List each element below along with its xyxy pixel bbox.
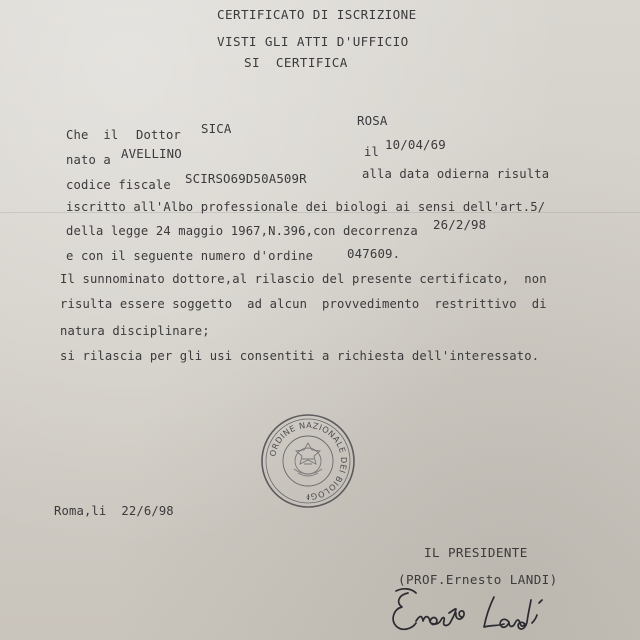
- label-codice-fiscale: codice fiscale: [66, 178, 171, 192]
- label-nato-a: nato a: [66, 153, 111, 167]
- albo-line: iscritto all'Albo professionale dei biologi ai sensi dell'art.5/: [66, 200, 546, 214]
- emblem-icon: [294, 443, 322, 476]
- label-il: il: [364, 145, 379, 159]
- header-line-3: SI CERTIFICA: [244, 55, 348, 70]
- certificate-title: CERTIFICATO DI ISCRIZIONE: [217, 7, 417, 22]
- seal-text: ORDINE NAZIONALE DEI BIOLOGI: [267, 419, 350, 503]
- place-date: Roma,li 22/6/98: [54, 504, 174, 518]
- first-name-field: ROSA: [357, 113, 388, 128]
- president-title: IL PRESIDENTE: [424, 545, 528, 560]
- label-alla-data: alla data odierna risulta: [362, 167, 550, 181]
- label-numero-ordine: e con il seguente numero d'ordine: [66, 249, 314, 263]
- paragraph-line-4: si rilascia per gli usi consentiti a richiesta dell'interessato.: [60, 349, 540, 363]
- handwritten-signature: [386, 583, 576, 640]
- official-seal-stamp: [258, 411, 358, 511]
- registration-date-field: 26/2/98: [433, 217, 487, 232]
- order-number-field: 047609.: [347, 246, 401, 261]
- birthplace-field: AVELLINO: [121, 146, 182, 161]
- paragraph-line-1: Il sunnominato dottore,al rilascio del presente certificato, non: [60, 272, 547, 286]
- surname-field: SICA: [201, 121, 232, 136]
- svg-text:ORDINE NAZIONALE DEI BIOLOGI: [267, 420, 349, 502]
- label-che-il: Che il: [66, 128, 119, 142]
- president-name: (PROF.Ernesto LANDI): [398, 572, 558, 587]
- paragraph-line-2: risulta essere soggetto ad alcun provvedimento restrittivo di: [60, 297, 547, 311]
- label-dottor: Dottor: [136, 128, 181, 142]
- legge-line: della legge 24 maggio 1967,N.396,con decorrenza: [66, 224, 418, 238]
- header-line-2: VISTI GLI ATTI D'UFFICIO: [217, 34, 409, 49]
- paragraph-line-3: natura disciplinare;: [60, 324, 210, 338]
- birth-date-field: 10/04/69: [385, 137, 446, 152]
- tax-code-field: SCIRSO69D50A509R: [185, 171, 307, 186]
